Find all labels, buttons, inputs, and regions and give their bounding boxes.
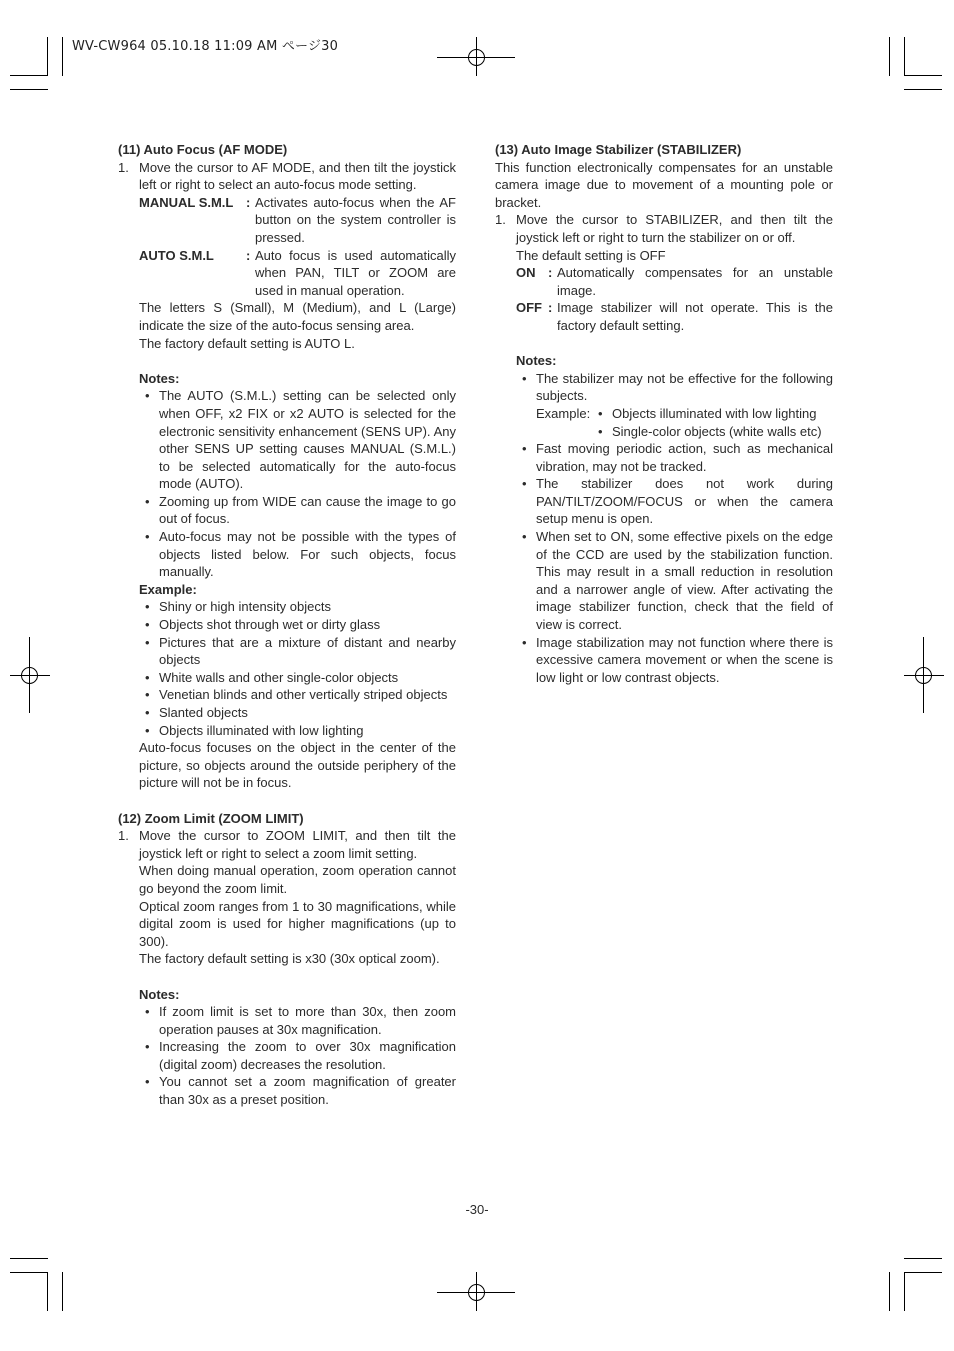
list-item: • If zoom limit is set to more than 30x, then zoom operation pauses at 30x magnification. (139, 1003, 456, 1038)
example-heading: Example: (139, 581, 197, 597)
list-item: • You cannot set a zoom magnification of greater than 30x as a preset position. (139, 1073, 456, 1108)
step-number: 1. (118, 159, 129, 175)
section-title: (11) Auto Focus (AF MODE) (118, 142, 288, 157)
crop-mark-tr-h1 (904, 75, 942, 76)
crop-mark-bl-v2 (62, 1272, 63, 1311)
step-number: 1. (118, 828, 129, 844)
crop-mark-bl-v1 (47, 1272, 48, 1311)
list-item: • Increasing the zoom to over 30x magnification (digital zoom) decreases the resolution. (139, 1038, 456, 1073)
section-image-stabilizer (495, 141, 833, 686)
example-item: • Objects illuminated with low lighting (598, 405, 833, 423)
definition-desc: Activates auto-focus when the AF button on the system controller is pressed. (255, 194, 456, 245)
list-item: • Slanted objects (139, 704, 456, 722)
page-number: -30- (465, 1202, 489, 1217)
list-item: • When set to ON, some effective pixels on the edge of the CCD are used by the stabilization function. This may result in a small reduction in resolution and a narrower angle of view. After activating the image stabilizer function, check that the field of view is correct. (516, 528, 833, 634)
crop-mark-tr-h2 (904, 89, 942, 90)
crop-mark-bl-h1 (10, 1258, 48, 1259)
right-column (495, 141, 833, 686)
crop-mark-br-v2 (904, 1272, 905, 1311)
paragraph: Auto-focus focuses on the object in the center of the picture, so objects around the outside periphery of the picture will not be in focus. (139, 740, 456, 791)
section-title: (12) Zoom Limit (ZOOM LIMIT) (118, 810, 304, 826)
definition-colon: : (548, 265, 553, 281)
definition-on (516, 264, 833, 299)
example-item: • Single-color objects (white walls etc) (598, 423, 833, 441)
list-item: • The AUTO (S.M.L.) setting can be selected only when OFF, x2 FIX or x2 AUTO is selected for the electronic sensitivity enhancement (SENS UP). Any other SENS UP setting causes MANUAL (S.M.L.) to be selected automatically for the auto-focus mode (AUTO). (139, 387, 456, 493)
list-item: • The stabilizer does not work during PAN/TILT/ZOOM/FOCUS or when the camera setup menu is open. (516, 475, 833, 528)
paragraph: Optical zoom ranges from 1 to 30 magnifications, while digital zoom is used for higher magnifications (up to 300). (139, 898, 456, 949)
list-item: • Zooming up from WIDE can cause the image to go out of focus. (139, 493, 456, 528)
list-item: • Objects shot through wet or dirty glass (139, 616, 456, 634)
crop-mark-br-h2 (904, 1272, 942, 1273)
section-auto-focus (118, 141, 456, 792)
notes-heading: Notes: (139, 370, 180, 386)
crop-mark-tr-v2 (904, 37, 905, 76)
definition-auto-sml (139, 247, 456, 300)
definition-colon: : (548, 300, 553, 316)
crop-mark-br-h1 (904, 1258, 942, 1259)
definition-desc: Auto focus is used automatically when PAN, TILT or ZOOM are used in manual operation. (255, 247, 456, 298)
step-1 (118, 159, 456, 194)
notes-list (118, 1003, 456, 1109)
crop-mark-tr-v1 (889, 37, 890, 76)
list-item: • Image stabilization may not function where there is excessive camera movement or when the scene is low light or low contrast objects. (516, 634, 833, 687)
example-row (536, 405, 833, 440)
paragraph: The factory default setting is x30 (30x optical zoom). (139, 951, 440, 967)
step-text: Move the cursor to STABILIZER, and then tilt the joystick left or right to turn the stabilizer on or off. (516, 212, 833, 245)
paragraph: The letters S (Small), M (Medium), and L (Large) indicate the size of the auto-focus sensing area. (139, 300, 456, 333)
left-column (118, 141, 456, 1109)
crop-mark-tl-h1 (10, 75, 48, 76)
definition-desc: Image stabilizer will not operate. This is the factory default setting. (557, 300, 833, 333)
section-zoom-limit (118, 810, 456, 1109)
print-header-stamp: WV-CW964 05.10.18 11:09 AM ページ30 (72, 39, 339, 54)
list-item: • Objects illuminated with low lighting (139, 722, 456, 740)
list-item (516, 370, 833, 440)
step-1 (118, 827, 456, 862)
crop-mark-br-v1 (889, 1272, 890, 1311)
notes-list (495, 370, 833, 687)
crop-mark-bl-h2 (10, 1272, 48, 1273)
list-item: • White walls and other single-color objects (139, 669, 456, 687)
definition-desc: Automatically compensates for an unstable image. (557, 265, 833, 298)
definition-manual-sml (139, 194, 456, 247)
definition-list (118, 194, 456, 388)
paragraph: When doing manual operation, zoom operation cannot go beyond the zoom limit. (139, 863, 456, 896)
list-item: • Auto-focus may not be possible with the types of objects listed below. For such objects, focus manually. (139, 528, 456, 581)
notes-heading: Notes: (516, 353, 557, 369)
note-text: The stabilizer may not be effective for the following subjects. (536, 370, 833, 404)
definition-off (516, 299, 833, 334)
definition-term: MANUAL S.M.L (139, 194, 234, 210)
example-items (598, 405, 833, 440)
paragraph: The factory default setting is AUTO L. (139, 335, 355, 351)
example-label: Example: (536, 405, 591, 421)
step-text: Move the cursor to ZOOM LIMIT, and then tilt the joystick left or right to select a zoom limit setting. (139, 828, 456, 861)
definition-colon: : (246, 247, 251, 263)
paragraph: This function electronically compensates for an unstable camera image due to movement of a mounting pole or bracket. (495, 159, 833, 210)
notes-heading: Notes: (139, 986, 180, 1002)
definition-colon: : (246, 194, 251, 210)
list-item: • Fast moving periodic action, such as mechanical vibration, may not be tracked. (516, 440, 833, 475)
list-item: • Pictures that are a mixture of distant and nearby objects (139, 634, 456, 669)
crop-mark-tl-h2 (10, 89, 48, 90)
section-title: (13) Auto Image Stabilizer (STABILIZER) (495, 142, 742, 157)
list-item: • Venetian blinds and other vertically striped objects (139, 686, 456, 704)
list-item: • Shiny or high intensity objects (139, 598, 456, 616)
definition-term: AUTO S.M.L (139, 247, 214, 263)
crop-mark-tl-v2 (62, 37, 63, 76)
crop-mark-tl-v1 (47, 37, 48, 76)
definition-term: ON (516, 265, 536, 281)
example-list (118, 598, 456, 739)
definition-term: OFF (516, 300, 542, 316)
step-text: Move the cursor to AF MODE, and then tilt the joystick left or right to select an auto-focus mode setting. (139, 159, 456, 193)
step-1 (495, 211, 833, 246)
step-number: 1. (495, 212, 506, 228)
paragraph: The default setting is OFF (516, 247, 666, 263)
notes-list (118, 387, 456, 581)
